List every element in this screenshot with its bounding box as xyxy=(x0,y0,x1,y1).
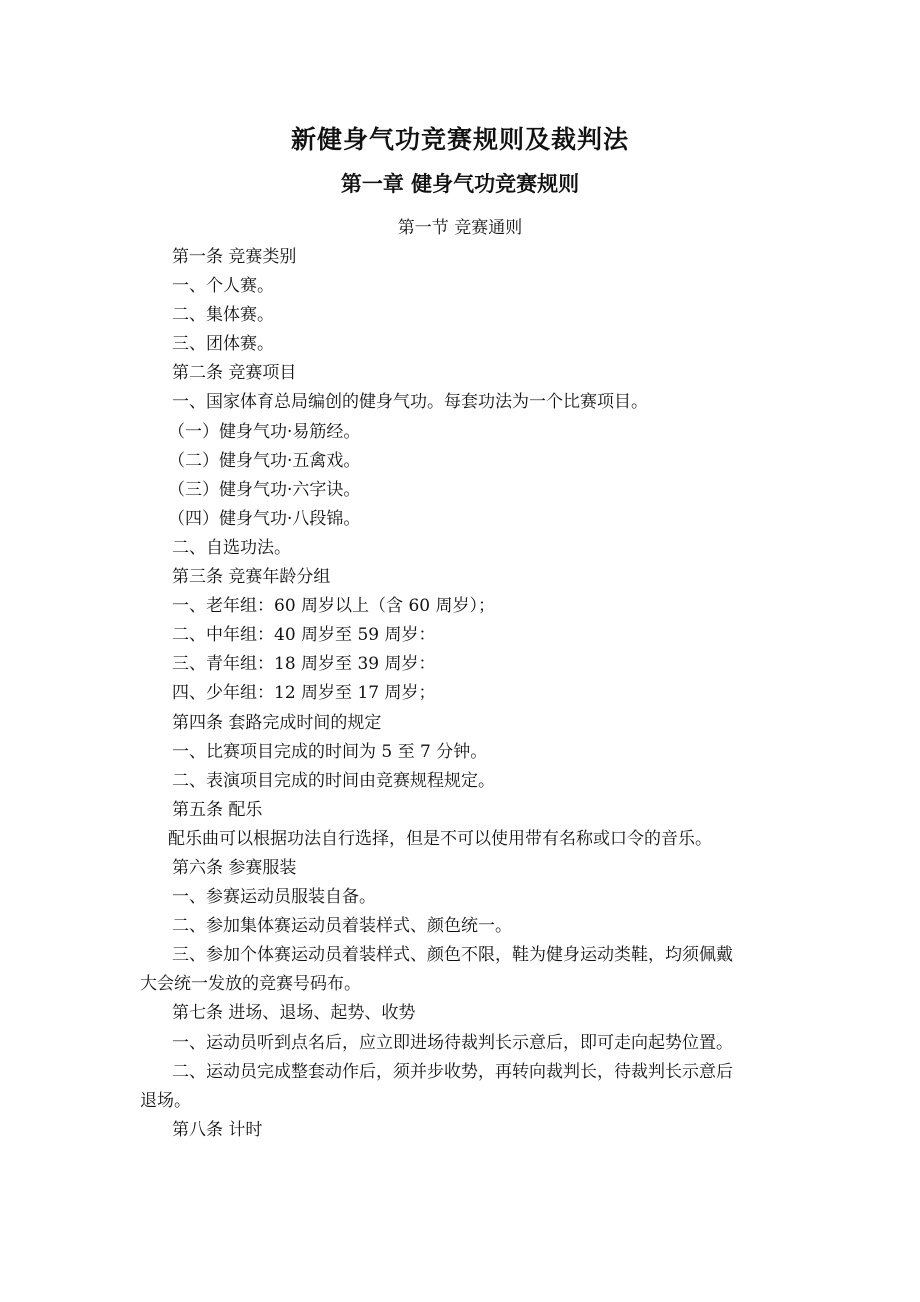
article-heading: 第六条 参赛服装 xyxy=(172,857,297,878)
paragraph: 二、参加集体赛运动员着装样式、颜色统一。 xyxy=(172,916,512,937)
paragraph: 二、中年组：40 周岁至 59 周岁： xyxy=(172,625,436,646)
paragraph: 配乐曲可以根据功法自行选择，但是不可以使用带有名称或口令的音乐。 xyxy=(168,828,712,849)
paragraph: 二、运动员完成整套动作后，须并步收势，再转向裁判长，待裁判长示意后 xyxy=(172,1061,733,1082)
paragraph: （四）健身气功·八段锦。 xyxy=(168,508,361,529)
section-heading: 第一节 竞赛通则 xyxy=(397,218,523,238)
article-heading: 第四条 套路完成时间的规定 xyxy=(172,712,382,733)
paragraph: 三、团体赛。 xyxy=(172,334,274,355)
article-heading: 第八条 计时 xyxy=(172,1119,263,1140)
paragraph: 一、参赛运动员服装自备。 xyxy=(172,887,376,908)
paragraph: 一、比赛项目完成的时间为 5 至 7 分钟。 xyxy=(172,741,488,762)
paragraph: 一、运动员听到点名后，应立即进场待裁判长示意后，即可走向起势位置。 xyxy=(172,1032,733,1053)
paragraph: 四、少年组：12 周岁至 17 周岁； xyxy=(172,683,436,704)
chapter-heading: 第一章 健身气功竞赛规则 xyxy=(340,171,580,196)
paragraph: 三、参加个体赛运动员着装样式、颜色不限，鞋为健身运动类鞋，均须佩戴 xyxy=(172,945,733,966)
article-heading: 第三条 竞赛年龄分组 xyxy=(172,567,331,588)
paragraph: （三）健身气功·六字诀。 xyxy=(168,479,361,500)
paragraph-continuation: 退场。 xyxy=(140,1090,191,1111)
article-heading: 第一条 竞赛类别 xyxy=(172,247,297,267)
article-heading: 第二条 竞赛项目 xyxy=(172,363,297,384)
paragraph: （一）健身气功·易筋经。 xyxy=(168,421,361,442)
paragraph: 三、青年组：18 周岁至 39 周岁： xyxy=(172,654,436,675)
paragraph: （二）健身气功·五禽戏。 xyxy=(168,450,361,471)
article-heading: 第七条 进场、退场、起势、收势 xyxy=(172,1003,416,1024)
paragraph: 一、老年组：60 周岁以上（含 60 周岁）； xyxy=(172,596,495,617)
paragraph: 一、个人赛。 xyxy=(172,276,274,297)
paragraph: 一、国家体育总局编创的健身气功。每套功法为一个比赛项目。 xyxy=(172,392,648,413)
paragraph: 二、集体赛。 xyxy=(172,305,274,326)
document-title: 新健身气功竞赛规则及裁判法 xyxy=(290,125,629,154)
paragraph: 二、表演项目完成的时间由竞赛规程规定。 xyxy=(172,770,495,791)
document-body xyxy=(140,243,785,1145)
paragraph-continuation: 大会统一发放的竞赛号码布。 xyxy=(140,974,361,995)
article-heading: 第五条 配乐 xyxy=(172,799,263,820)
paragraph: 二、自选功法。 xyxy=(172,537,291,558)
